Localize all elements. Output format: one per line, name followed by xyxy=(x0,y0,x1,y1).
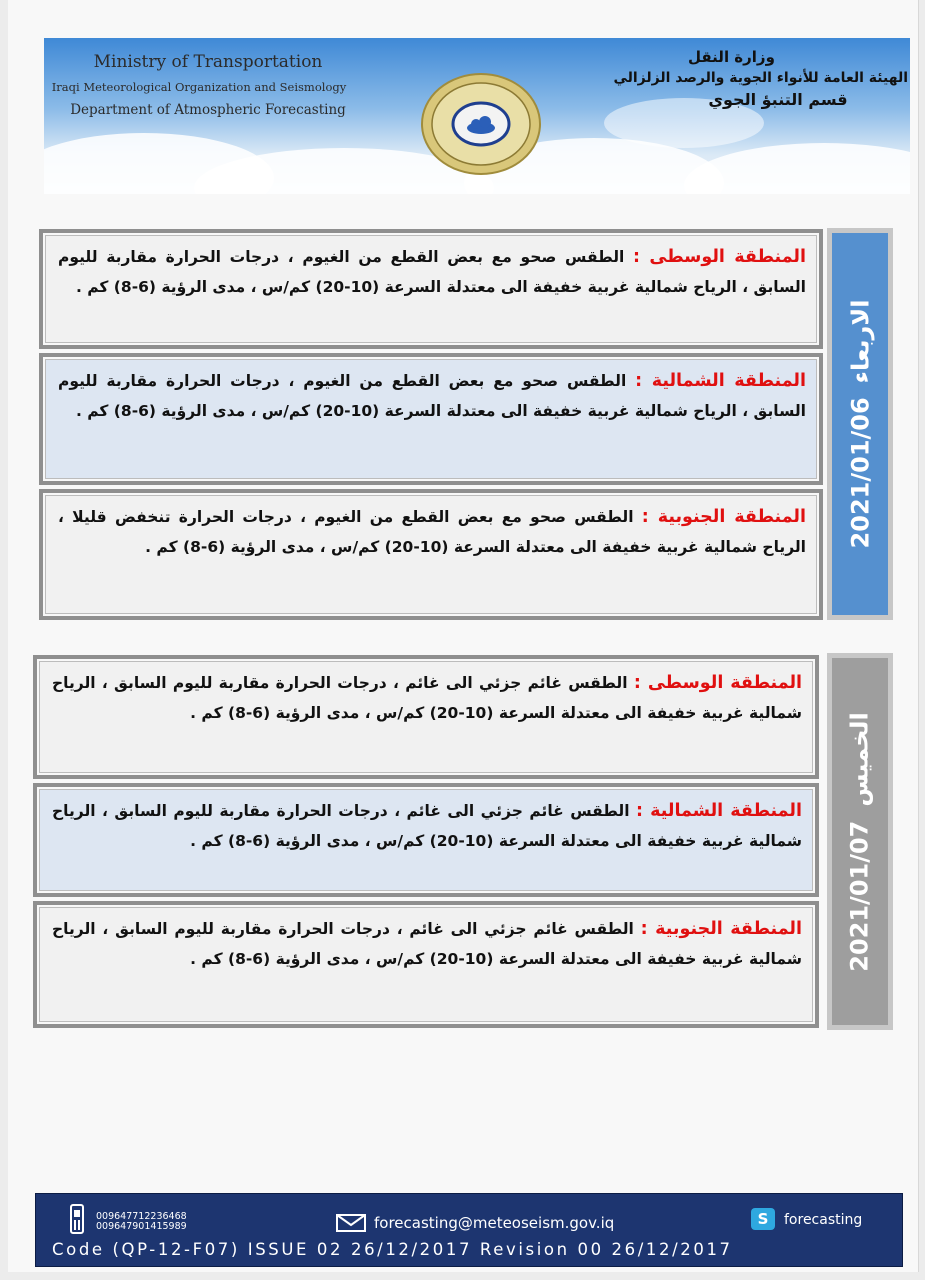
region-name: المنطقة الشمالية : xyxy=(635,371,806,391)
region-name: المنطقة الجنوبية : xyxy=(641,507,806,527)
mail-icon xyxy=(336,1214,366,1232)
phone-number: 009647712236468 xyxy=(96,1211,187,1222)
english-header xyxy=(51,52,358,118)
day-date-tab xyxy=(827,228,893,620)
footer-bar xyxy=(35,1193,903,1267)
email-address[interactable]: forecasting@meteoseism.gov.iq xyxy=(374,1214,615,1232)
forecast-text: الطقس غائم جزئي الى غائم ، درجات الحرارة مقاربة لليوم السابق ، الرياح شمالية غربية خفيفة الى معتدلة السرعة (10-20) كم/س ، مدى الرؤية (6-8) كم . xyxy=(52,674,802,722)
phone-numbers xyxy=(96,1212,187,1232)
organization-logo xyxy=(420,72,542,176)
forecast-text: الطقس غائم جزئي الى غائم ، درجات الحرارة مقاربة لليوم السابق ، الرياح شمالية غربية خفيفة الى معتدلة السرعة (10-20) كم/س ، مدى الرؤية (6-8) كم . xyxy=(52,920,802,968)
cloud-decoration xyxy=(684,143,910,194)
region-name: المنطقة الجنوبية : xyxy=(640,919,802,939)
forecast-text: الطقس صحو مع بعض القطع من الغيوم ، درجات الحرارة مقاربة لليوم السابق ، الرياح شمالية غربية خفيفة الى معتدلة السرعة (10-20) كم/س ، مدى الرؤية (6-8) كم . xyxy=(58,372,806,420)
region-forecast-north xyxy=(39,353,823,485)
phone-number: 009647901415989 xyxy=(96,1221,187,1232)
forecast-text: الطقس صحو مع بعض القطع من الغيوم ، درجات الحرارة مقاربة لليوم السابق ، الرياح شمالية غربية خفيفة الى معتدلة السرعة (10-20) كم/س ، مدى الرؤية (6-8) كم . xyxy=(58,248,806,296)
phone-icon xyxy=(70,1204,84,1234)
arabic-header xyxy=(613,48,908,109)
day-date: 2021/01/06 xyxy=(846,397,875,549)
day-name: الاربعاء xyxy=(846,299,875,384)
region-name: المنطقة الشمالية : xyxy=(635,801,802,821)
document-code-line: Code (QP-12-F07) ISSUE 02 26/12/2017 Revision 00 26/12/2017 xyxy=(52,1240,733,1259)
region-forecast-south xyxy=(33,901,819,1028)
header-banner xyxy=(44,38,910,194)
region-name: المنطقة الوسطى : xyxy=(633,673,803,693)
region-forecast-north xyxy=(33,783,819,897)
region-name: المنطقة الوسطى : xyxy=(633,247,806,267)
region-forecast-south xyxy=(39,489,823,620)
skype-handle: forecasting xyxy=(784,1212,863,1228)
skype-icon: S xyxy=(751,1208,775,1230)
document-page xyxy=(8,0,919,1272)
region-forecast-central xyxy=(39,229,823,349)
department-name-en: Department of Atmospheric Forecasting xyxy=(70,102,346,118)
day-name: الخميس xyxy=(846,711,875,807)
ministry-title-en: Ministry of Transportation xyxy=(93,52,323,72)
day-date-tab xyxy=(827,653,893,1030)
region-forecast-central xyxy=(33,655,819,779)
organization-name-en: Iraqi Meteorological Organization and Seismology xyxy=(51,80,347,94)
department-name-ar: قسم التنبؤ الجوي xyxy=(708,90,848,109)
forecast-text: الطقس غائم جزئي الى غائم ، درجات الحرارة مقاربة لليوم السابق ، الرياح شمالية غربية خفيفة الى معتدلة السرعة (10-20) كم/س ، مدى الرؤية (6-8) كم . xyxy=(52,802,802,850)
ministry-title-ar: وزارة النقل xyxy=(688,48,775,66)
day-date: 2021/01/07 xyxy=(846,820,875,972)
forecast-text: الطقس صحو مع بعض القطع من الغيوم ، درجات الحرارة تنخفض قليلا ، الرياح شمالية غربية خفيفة الى معتدلة السرعة (10-20) كم/س ، مدى الرؤية (6-8) كم . xyxy=(58,508,806,556)
organization-name-ar: الهيئة العامة للأنواء الجوية والرصد الزلزالي xyxy=(613,70,908,86)
